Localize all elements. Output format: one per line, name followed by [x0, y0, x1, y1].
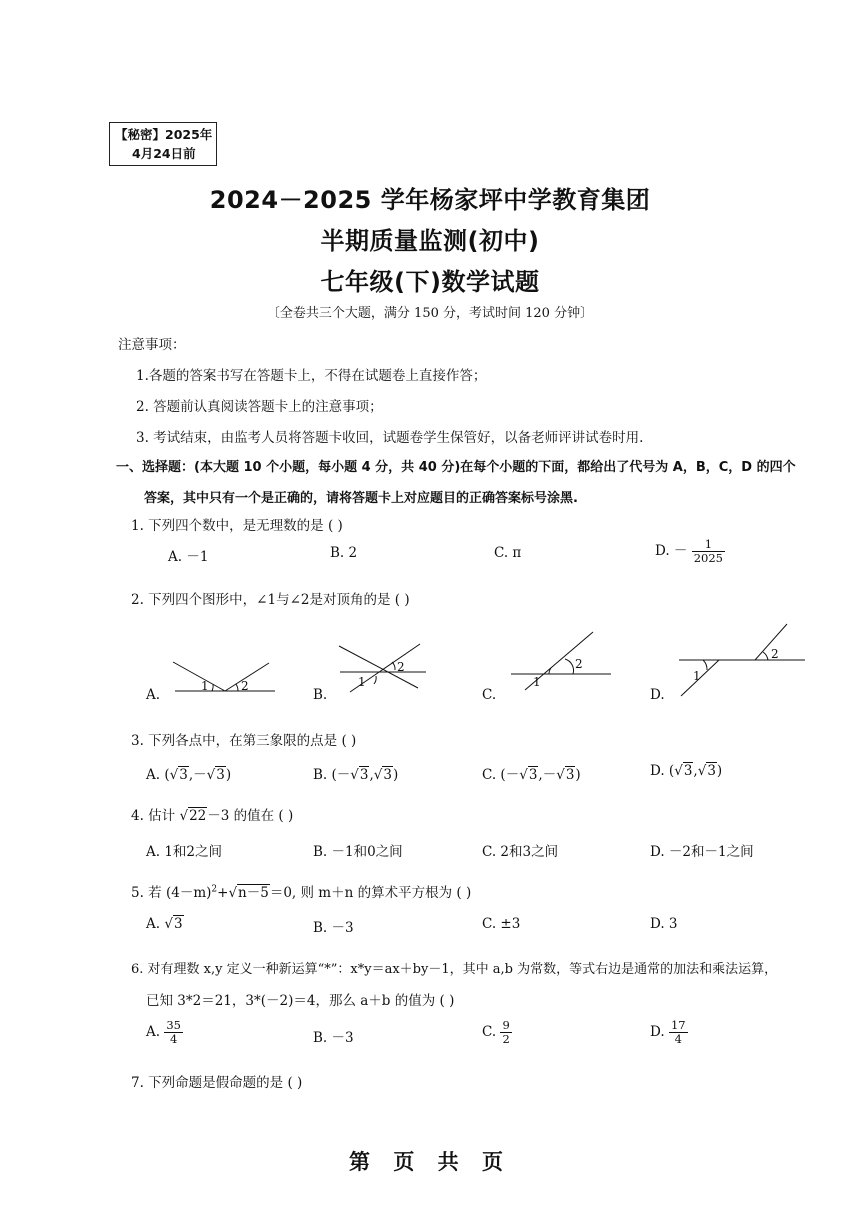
section-1-instructions-line-2: 答案，其中只有一个是正确的，请将答题卡上对应题目的正确答案标号涂黑. — [144, 491, 578, 506]
secret-line-2: 4月24日前 — [132, 146, 196, 161]
question-1-option-d: D. － $\frac{1}{2025}$ — [655, 537, 724, 565]
fraction: $\frac{9}{2}$ — [502, 1018, 510, 1046]
question-2-figure-d — [675, 620, 810, 700]
angle-1-label: 1 — [358, 675, 366, 689]
question-6-option-a: A. $\frac{35}{4}$ — [146, 1018, 181, 1046]
fraction: $\frac{17}{4}$ — [670, 1018, 686, 1046]
question-1-stem: 1. 下列四个数中，是无理数的是 ( ) — [131, 518, 343, 534]
question-3-option-b: B. (－√3,√3) — [313, 767, 399, 783]
page-footer: 第 页 共 页 — [349, 1150, 511, 1174]
notice-heading: 注意事项： — [118, 337, 186, 353]
notice-item-2: 2. 答题前认真阅读答题卡上的注意事项； — [136, 399, 383, 415]
question-3-option-c: C. (－√3,－√3) — [482, 767, 581, 783]
title-line-1: 2024－2025 学年杨家坪中学教育集团 — [209, 186, 651, 214]
question-4-option-b: B. －1和0之间 — [313, 844, 403, 860]
question-6-stem-line-1: 6. 对有理数 x,y 定义一种新运算“*”：x*y＝ax＋by－1，其中 a,b 为常数，等式右边是通常的加法和乘法运算， — [131, 962, 778, 977]
fraction: $\frac{35}{4}$ — [166, 1018, 181, 1046]
question-5-option-d: D. 3 — [650, 916, 678, 932]
question-4-stem: 4. 估计 √22－3 的值在 ( ) — [131, 808, 294, 824]
notice-item-3: 3. 考试结束，由监考人员将答题卡收回，试题卷学生保管好，以备老师评讲试卷时用. — [136, 430, 644, 446]
title-line-2: 半期质量监测(初中) — [320, 227, 540, 255]
angle-1-label: 1 — [201, 679, 209, 693]
notice-item-1: 1.各题的答案书写在答题卡上，不得在试题卷上直接作答； — [136, 368, 487, 384]
question-5-option-c: C. ±3 — [482, 916, 521, 932]
exam-info: 〔全卷共三个大题，满分 150 分，考试时间 120 分钟〕 — [266, 306, 594, 321]
question-2-stem: 2. 下列四个图形中，∠1与∠2是对顶角的是 ( ) — [131, 592, 410, 608]
angle-2-label: 2 — [771, 647, 779, 661]
angle-2-label: 2 — [397, 660, 405, 674]
question-3-option-a: A. (√3,－√3) — [146, 767, 232, 783]
angle-1-label: 1 — [693, 669, 701, 683]
question-2-figure-b — [336, 640, 431, 695]
question-2-option-a: A. — [146, 687, 161, 703]
question-6-option-b: B. －3 — [313, 1030, 354, 1046]
question-4-option-c: C. 2和3之间 — [482, 844, 559, 860]
question-3-option-d: D. (√3,√3) — [650, 763, 723, 779]
fraction: $\frac{1}{2025}$ — [693, 537, 724, 565]
question-6-stem-line-2: 已知 3*2＝21，3*(－2)＝4，那么 a＋b 的值为 ( ) — [146, 993, 455, 1009]
question-5-option-b: B. －3 — [313, 920, 354, 936]
angle-2-label: 2 — [575, 657, 583, 671]
question-2-figure-c — [505, 628, 615, 693]
secret-line-1: 【秘密】2025年 — [115, 127, 213, 142]
question-1-option-b: B. 2 — [330, 545, 358, 561]
question-2-figure-a — [165, 655, 285, 700]
question-3-stem: 3. 下列各点中，在第三象限的点是 ( ) — [131, 733, 357, 749]
question-2-option-c: C. — [482, 687, 497, 703]
question-2-option-b: B. — [313, 687, 328, 703]
question-7-stem: 7. 下列命题是假命题的是 ( ) — [131, 1075, 303, 1091]
question-5-stem: 5. 若 $(4-m)^2+√n-5=0$, 则 m＋n 的算术平方根为 ( ) — [131, 884, 472, 901]
question-6-option-d: D. $\frac{17}{4}$ — [650, 1018, 686, 1046]
angle-1-label: 1 — [533, 675, 541, 689]
title-line-3: 七年级(下)数学试题 — [320, 268, 540, 296]
question-4-option-d: D. －2和－1之间 — [650, 844, 754, 860]
question-5-option-a: A. √3 — [146, 916, 183, 932]
question-6-option-c: C. $\frac{9}{2}$ — [482, 1018, 510, 1046]
angle-2-label: 2 — [241, 679, 249, 693]
question-4-option-a: A. 1和2之间 — [146, 844, 223, 860]
question-1-option-c: C. π — [494, 545, 522, 561]
question-2-option-d: D. — [650, 687, 665, 703]
section-1-instructions-line-1: 一、选择题：(本大题 10 个小题，每小题 4 分，共 40 分)在每个小题的下面，都给出了代号为 A，B，C，D 的四个 — [116, 460, 796, 475]
confidential-stamp-box — [109, 122, 217, 166]
question-1-option-a: A. －1 — [168, 549, 209, 565]
